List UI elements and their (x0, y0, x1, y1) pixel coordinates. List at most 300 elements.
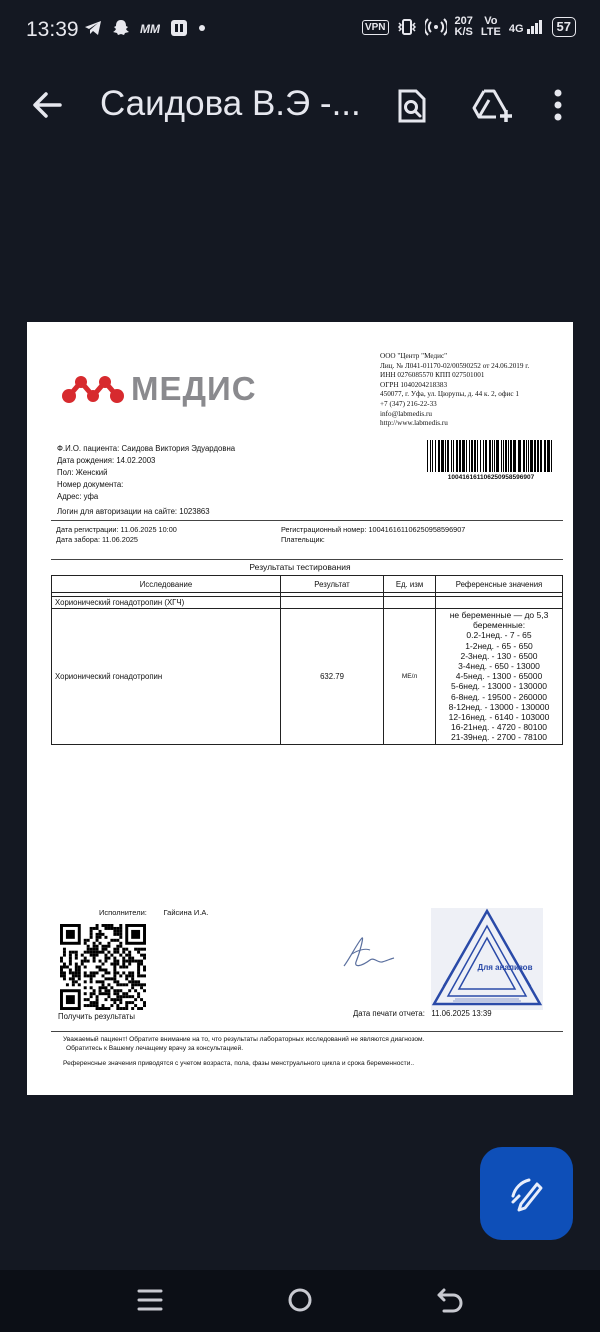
qr-module (119, 974, 122, 977)
qr-module (119, 933, 122, 936)
qr-module (116, 971, 119, 974)
qr-module (131, 957, 134, 960)
qr-module (137, 971, 140, 974)
qr-module (93, 927, 96, 930)
barcode-bar (453, 440, 454, 472)
qr-module (102, 963, 105, 966)
qr-module (87, 945, 90, 948)
barcode-bar (503, 440, 504, 472)
patient-dob: 14.02.2003 (116, 456, 156, 465)
qr-module (104, 936, 107, 939)
qr-module (93, 945, 96, 948)
qr-module (110, 927, 113, 930)
barcode-bar (477, 440, 478, 472)
qr-module (104, 1007, 107, 1010)
qr-module (116, 933, 119, 936)
qr-module (137, 980, 140, 983)
qr-module (63, 951, 66, 954)
barcode-bar (492, 440, 493, 472)
qr-module (87, 951, 90, 954)
qr-module (69, 968, 72, 971)
qr-module (107, 983, 110, 986)
qr-module (102, 968, 105, 971)
barcode-bar (508, 440, 509, 472)
qr-module (125, 974, 128, 977)
qr-module (75, 968, 78, 971)
barcode-bar (459, 440, 461, 472)
barcode-bar (435, 440, 436, 472)
qr-module (87, 1004, 90, 1007)
patient-sex: Женский (75, 468, 108, 477)
qr-module (60, 974, 63, 977)
qr-code[interactable] (60, 924, 146, 1010)
qr-module (90, 927, 93, 930)
qr-module (93, 989, 96, 992)
barcode-bar (474, 440, 476, 472)
qr-module (96, 980, 99, 983)
qr-module (104, 960, 107, 963)
qr-module (113, 989, 116, 992)
qr-module (75, 957, 78, 960)
qr-module (96, 995, 99, 998)
qr-module (87, 960, 90, 963)
table-header: Референсные значения (436, 576, 563, 593)
qr-module (140, 963, 143, 966)
qr-module (113, 930, 116, 933)
qr-label: Получить результаты (58, 1012, 135, 1021)
qr-module (84, 986, 87, 989)
qr-module (128, 951, 131, 954)
qr-module (134, 980, 137, 983)
snapchat-icon (112, 19, 130, 37)
qr-module (143, 968, 146, 971)
qr-module (72, 974, 75, 977)
barcode-bar (430, 440, 431, 472)
add-to-drive-icon[interactable] (472, 88, 514, 124)
patient-login: 1023863 (179, 507, 210, 516)
qr-module (113, 933, 116, 936)
qr-module (104, 998, 107, 1001)
qr-module (99, 942, 102, 945)
test-result: 632.79 (281, 609, 384, 745)
logo-text: МЕДИС (131, 370, 257, 407)
qr-module (131, 974, 134, 977)
qr-module (104, 986, 107, 989)
qr-module (119, 1001, 122, 1004)
qr-module (102, 1007, 105, 1010)
barcode-bar (466, 440, 467, 472)
barcode-bar (494, 440, 495, 472)
qr-module (110, 954, 113, 957)
qr-module (96, 951, 99, 954)
qr-module (78, 971, 81, 974)
qr-module (125, 1004, 128, 1007)
qr-module (84, 1004, 87, 1007)
qr-module (119, 930, 122, 933)
qr-module (116, 930, 119, 933)
qr-module (143, 954, 146, 957)
reference-notice: Референсные значения приводятся с учетом возраста, пола, фазы менструального цикла и срока беременности.. (63, 1060, 415, 1067)
qr-module (143, 1001, 146, 1004)
qr-module (113, 992, 116, 995)
qr-module (125, 954, 128, 957)
home-icon[interactable] (286, 1285, 314, 1315)
qr-module (122, 983, 125, 986)
qr-module (63, 977, 66, 980)
qr-module (99, 986, 102, 989)
qr-module (125, 977, 128, 980)
qr-module (96, 945, 99, 948)
qr-module (90, 1001, 93, 1004)
qr-module (93, 992, 96, 995)
qr-module (102, 983, 105, 986)
results-title: Результаты тестирования (249, 562, 351, 572)
qr-module (87, 939, 90, 942)
qr-module (63, 974, 66, 977)
qr-module (113, 927, 116, 930)
qr-module (93, 948, 96, 951)
qr-module (134, 960, 137, 963)
qr-module (134, 983, 137, 986)
qr-module (107, 942, 110, 945)
qr-module (99, 989, 102, 992)
qr-module (131, 980, 134, 983)
qr-module (96, 936, 99, 939)
patient-name: Саидова Виктория Эдуардовна (121, 444, 236, 453)
qr-module (116, 1004, 119, 1007)
qr-module (113, 957, 116, 960)
qr-module (113, 980, 116, 983)
qr-module (96, 933, 99, 936)
table-header-row (52, 576, 563, 593)
qr-module (63, 948, 66, 951)
qr-module (60, 957, 63, 960)
qr-module (75, 971, 78, 974)
qr-module (122, 951, 125, 954)
barcode-bar (544, 440, 546, 472)
qr-module (122, 971, 125, 974)
qr-module (122, 995, 125, 998)
qr-module (63, 966, 66, 969)
qr-module (69, 957, 72, 960)
qr-module (140, 954, 143, 957)
qr-module (99, 933, 102, 936)
qr-module (107, 992, 110, 995)
qr-module (128, 971, 131, 974)
qr-finder (131, 930, 140, 939)
qr-module (99, 960, 102, 963)
document-title: Саидова В.Э -... (100, 84, 361, 123)
qr-module (113, 974, 116, 977)
registration-number: Регистрационный номер: 10041616110625095859690​7 Плательщик: (281, 525, 466, 544)
qr-module (137, 963, 140, 966)
qr-module (78, 974, 81, 977)
qr-module (131, 960, 134, 963)
search-in-document-icon[interactable] (396, 88, 428, 124)
qr-module (75, 951, 78, 954)
qr-module (69, 977, 72, 980)
qr-module (128, 989, 131, 992)
qr-module (137, 983, 140, 986)
barcode-bar (480, 440, 481, 472)
qr-module (72, 971, 75, 974)
qr-module (137, 995, 140, 998)
qr-module (84, 971, 87, 974)
barcode-bar (447, 440, 449, 472)
qr-module (96, 1004, 99, 1007)
qr-module (113, 998, 116, 1001)
qr-module (90, 948, 93, 951)
qr-module (69, 971, 72, 974)
qr-module (107, 989, 110, 992)
qr-module (125, 1001, 128, 1004)
results-table (51, 575, 563, 745)
qr-module (143, 974, 146, 977)
qr-module (125, 992, 128, 995)
qr-module (66, 966, 69, 969)
qr-module (119, 966, 122, 969)
qr-module (125, 966, 128, 969)
qr-module (119, 927, 122, 930)
qr-module (137, 966, 140, 969)
qr-module (110, 998, 113, 1001)
registration-dates: Дата регистрации: 11.06.2025 10:00 Дата забора: 11.06.2025 (56, 525, 177, 544)
barcode-bar (427, 440, 428, 472)
qr-module (81, 954, 84, 957)
qr-module (122, 957, 125, 960)
qr-module (87, 948, 90, 951)
recent-apps-icon[interactable] (136, 1285, 164, 1315)
back-nav-icon[interactable] (436, 1285, 464, 1315)
qr-module (116, 960, 119, 963)
test-unit: МЕ/л (384, 609, 436, 745)
qr-module (137, 960, 140, 963)
qr-module (90, 986, 93, 989)
table-header: Ед. изм (384, 576, 436, 593)
qr-module (107, 924, 110, 927)
barcode-bar (451, 440, 452, 472)
qr-module (116, 995, 119, 998)
qr-module (90, 1004, 93, 1007)
qr-module (99, 966, 102, 969)
barcode-bar (551, 440, 552, 472)
qr-module (113, 966, 116, 969)
qr-module (116, 980, 119, 983)
barcode-bar (518, 440, 521, 472)
qr-module (122, 992, 125, 995)
qr-module (66, 983, 69, 986)
qr-module (90, 977, 93, 980)
svg-text:MM: MM (140, 22, 160, 35)
qr-module (96, 1001, 99, 1004)
volte-indicator: Vo LTE (480, 15, 501, 38)
document-page[interactable] (27, 322, 573, 1095)
barcode-bar (445, 440, 446, 472)
table-header: Результат (281, 576, 384, 593)
qr-module (107, 1007, 110, 1010)
qr-module (131, 977, 134, 980)
barcode-number: 1004161611062509585969​07 (447, 474, 535, 481)
hotspot-icon (425, 18, 447, 36)
qr-module (122, 1007, 125, 1010)
qr-finder (66, 995, 75, 1004)
qr-module (72, 977, 75, 980)
edit-annotate-button[interactable] (480, 1147, 573, 1240)
barcode-bar (489, 440, 491, 472)
qr-module (104, 968, 107, 971)
qr-module (81, 960, 84, 963)
qr-module (113, 948, 116, 951)
qr-module (99, 968, 102, 971)
barcode-bars (427, 440, 555, 472)
qr-module (96, 927, 99, 930)
qr-module (93, 960, 96, 963)
vpn-badge: VPN (362, 20, 389, 35)
barcode-bar (501, 440, 502, 472)
qr-module (60, 960, 63, 963)
qr-module (119, 942, 122, 945)
qr-module (75, 954, 78, 957)
qr-module (119, 945, 122, 948)
qr-module (110, 1004, 113, 1007)
barcode-bar (441, 440, 444, 472)
battery-icon: 57 (552, 17, 576, 37)
qr-module (131, 995, 134, 998)
qr-module (102, 951, 105, 954)
qr-module (104, 954, 107, 957)
network-speed: 207 K/S (454, 15, 473, 38)
signal-icon (526, 19, 544, 35)
qr-module (84, 966, 87, 969)
signal-indicator: 4G (509, 19, 544, 35)
qr-module (128, 963, 131, 966)
qr-module (107, 945, 110, 948)
qr-module (116, 927, 119, 930)
qr-module (63, 954, 66, 957)
logo-molecule-icon (61, 372, 125, 406)
qr-module (143, 948, 146, 951)
qr-module (125, 995, 128, 998)
patient-notice: Уважаемый пациент! Обратите внимание на то, что результаты лабораторных исследований не являются диагнозом. Обратитесь к Вашему лечащему врачу за консультацией. (63, 1036, 425, 1052)
qr-module (137, 948, 140, 951)
more-options-icon[interactable] (552, 88, 564, 122)
barcode-bar (530, 440, 533, 472)
qr-module (122, 960, 125, 963)
qr-module (69, 954, 72, 957)
qr-module (93, 951, 96, 954)
qr-module (93, 957, 96, 960)
qr-module (140, 948, 143, 951)
company-info: ООО "Центр "Медис" Лиц. № Л041-01170-02/00590252 от 24.06.2019 г. ИНН 0276085570 КПП 027501001 ОГРН 1040204218383 450077, г. Уфа, ул. Цюрупы, д. 44 к. 2, офис 1 +7 (347) 216-22-33 info@labmedis.ru http://www.labmedis.ru (380, 352, 530, 428)
qr-module (84, 942, 87, 945)
barcode-bar (537, 440, 539, 472)
qr-module (63, 963, 66, 966)
qr-module (90, 980, 93, 983)
qr-module (131, 1007, 134, 1010)
qr-module (128, 957, 131, 960)
qr-module (90, 971, 93, 974)
qr-module (137, 951, 140, 954)
qr-module (102, 945, 105, 948)
qr-module (96, 954, 99, 957)
qr-module (113, 1001, 116, 1004)
barcode-bar (432, 440, 433, 472)
qr-module (102, 948, 105, 951)
qr-module (84, 939, 87, 942)
qr-module (69, 951, 72, 954)
qr-module (60, 966, 63, 969)
qr-module (99, 980, 102, 983)
qr-module (140, 986, 143, 989)
navigation-bar (0, 1270, 600, 1332)
qr-module (96, 971, 99, 974)
qr-module (110, 924, 113, 927)
qr-module (113, 951, 116, 954)
qr-module (104, 945, 107, 948)
qr-finder (66, 930, 75, 939)
reference-values: не беременные — до 5,3 беременные: 0.2-1нед. - 7 - 65 1-2нед. - 65 - 650 2-3нед. - 130 - 6500 3-4нед. - 650 - 13000 4-5нед. - 1300 - 65000 5-6нед. - 13000 - 130000 6-8нед. - 19500 - 260000 8-12нед. - 13000 - 130000 12-16нед. - 6140 - 103000 16-21нед. - 4720 - 80100 21-39нед. - 2700 - 78100 (436, 609, 563, 745)
status-time: 13:39 (26, 18, 79, 41)
qr-module (140, 1007, 143, 1010)
qr-module (99, 936, 102, 939)
qr-module (96, 948, 99, 951)
qr-module (107, 977, 110, 980)
qr-module (84, 998, 87, 1001)
signature (340, 932, 396, 974)
qr-module (69, 963, 72, 966)
qr-module (78, 977, 81, 980)
qr-module (107, 957, 110, 960)
qr-module (96, 966, 99, 969)
qr-module (104, 948, 107, 951)
qr-module (72, 983, 75, 986)
qr-module (125, 948, 128, 951)
qr-module (102, 974, 105, 977)
barcode-bar (528, 440, 529, 472)
qr-module (102, 1004, 105, 1007)
dot-icon (198, 24, 206, 32)
qr-module (131, 1001, 134, 1004)
qr-module (119, 998, 122, 1001)
qr-module (96, 1007, 99, 1010)
qr-module (116, 963, 119, 966)
qr-module (119, 983, 122, 986)
app-square-icon (170, 19, 188, 37)
qr-module (116, 983, 119, 986)
qr-module (107, 995, 110, 998)
qr-module (84, 992, 87, 995)
qr-module (84, 960, 87, 963)
barcode-bar (471, 440, 473, 472)
qr-module (131, 971, 134, 974)
qr-module (84, 974, 87, 977)
qr-module (134, 998, 137, 1001)
qr-module (125, 960, 128, 963)
qr-module (113, 971, 116, 974)
qr-module (96, 924, 99, 927)
qr-module (143, 957, 146, 960)
qr-module (119, 989, 122, 992)
qr-module (131, 983, 134, 986)
qr-module (96, 939, 99, 942)
qr-module (134, 989, 137, 992)
qr-module (104, 924, 107, 927)
qr-module (102, 986, 105, 989)
qr-module (90, 992, 93, 995)
patient-info: Ф.И.О. пациента: Саидова Виктория Эдуардовна Дата рождения: 14.02.2003 Пол: Женский Номер документа: Адрес: уфа Логин для авторизации на сайте: 1023863 (57, 444, 236, 516)
back-arrow-icon[interactable] (30, 88, 64, 122)
qr-module (116, 951, 119, 954)
